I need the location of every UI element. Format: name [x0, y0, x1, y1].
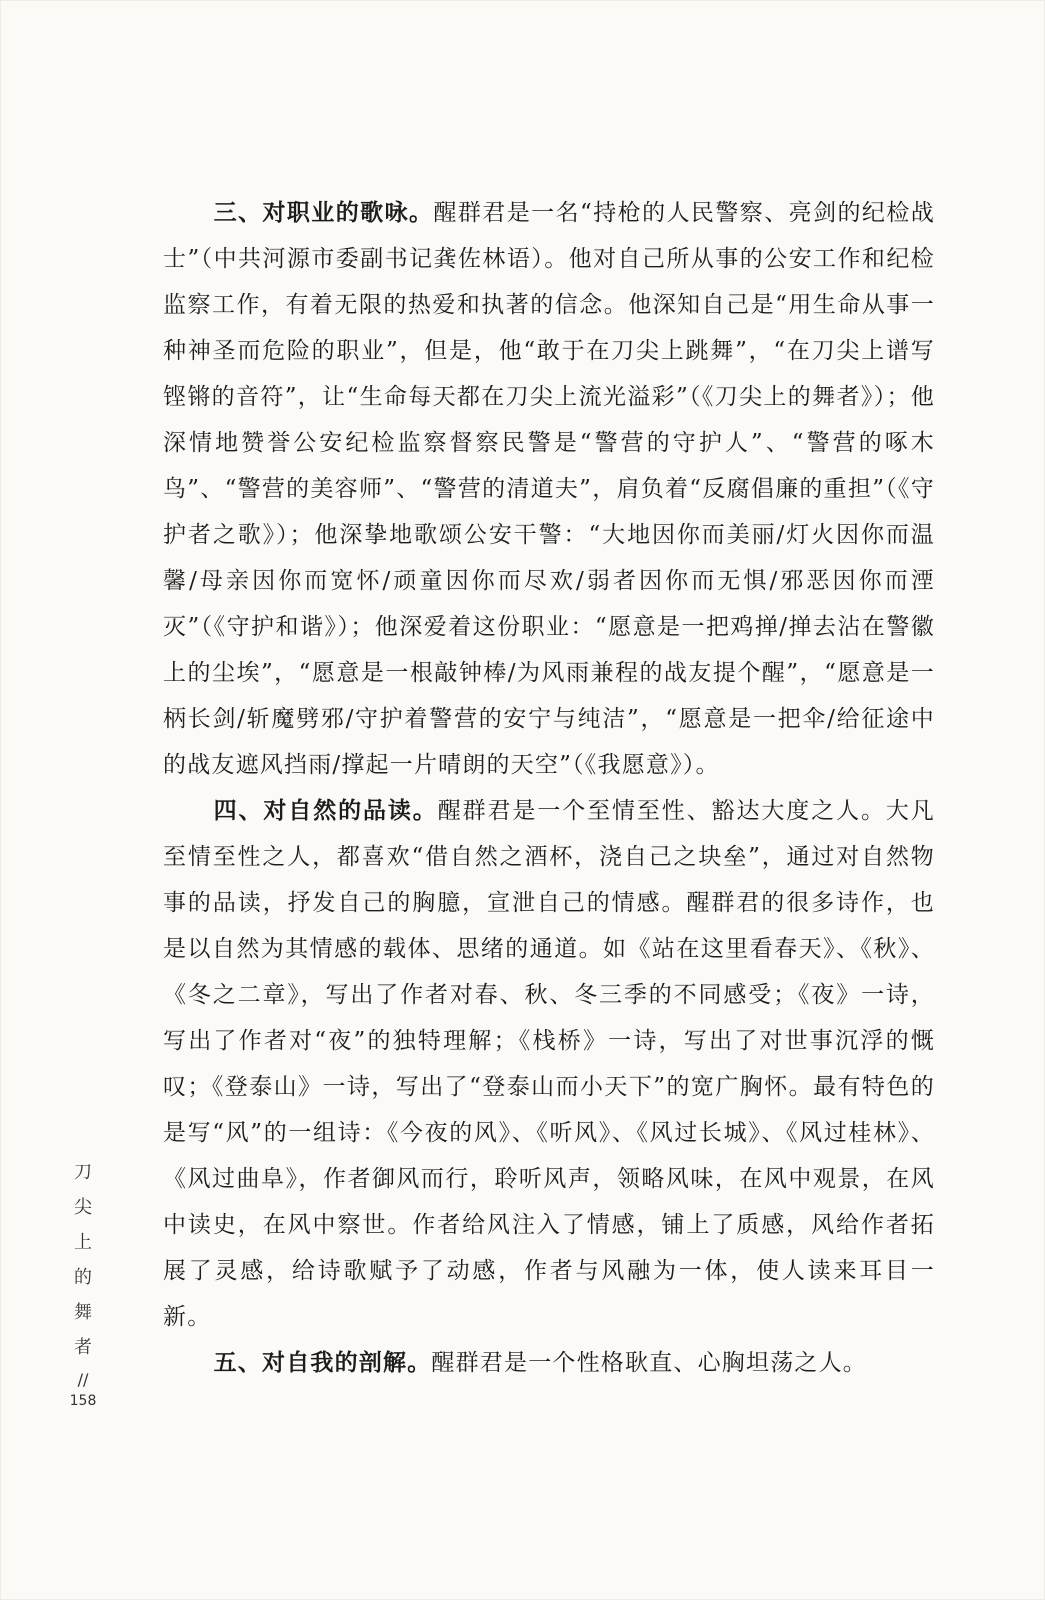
section-heading: 三、对职业的歌咏。: [213, 200, 434, 226]
page-number: 158: [69, 1393, 97, 1409]
running-title-char: 舞: [74, 1302, 92, 1323]
running-title: [68, 1155, 98, 1411]
running-title-char: 的: [74, 1267, 92, 1288]
running-title-char: 者: [74, 1337, 92, 1358]
running-title-char: 尖: [74, 1197, 92, 1218]
running-title-char: 上: [74, 1232, 92, 1253]
paragraph-nature: [163, 788, 935, 1340]
paragraph-text: 醒群君是一名“持枪的人民警察、亮剑的纪检战士”（中共河源市委副书记龚佐林语）。他对自己所从事的公安工作和纪检监察工作，有着无限的热爱和执著的信念。他深知自己是“用生命从事一种神圣而危险的职业”，但是，他“敢于在刀尖上跳舞”，“在刀尖上谱写铿锵的音符”，让“生命每天都在刀尖上流光溢彩”（《刀尖上的舞者》）；他深情地赞誉公安纪检监察督察民警是“警营的守护人”、“警营的啄木鸟”、“警营的美容师”、“警营的清道夫”，肩负着“反腐倡廉的重担”（《守护者之歌》）；他深挚地歌颂公安干警：“大地因你而美丽/灯火因你而温馨/母亲因你而宽怀/顽童因你而尽欢/弱者因你而无惧/邪恶因你而湮灭”（《守护和谐》）；他深爱着这份职业：“愿意是一把鸡掸/掸去沾在警徽上的尘埃”，“愿意是一根敲钟棒/为风雨兼程的战友提个醒”，“愿意是一柄长剑/斩魔劈邪/守护着警营的安宁与纯洁”，“愿意是一把伞/给征途中的战友遮风挡雨/撑起一片晴朗的天空”（《我愿意》）。: [163, 200, 935, 778]
paragraph-text: 醒群君是一个至情至性、豁达大度之人。大凡至情至性之人，都喜欢“借自然之酒杯，浇自己之块垒”，通过对自然物事的品读，抒发自己的胸臆，宣泄自己的情感。醒群君的很多诗作，也是以自然为其情感的载体、思绪的通道。如《站在这里看春天》、《秋》、《冬之二章》，写出了作者对春、秋、冬三季的不同感受；《夜》一诗，写出了作者对“夜”的独特理解；《栈桥》一诗，写出了对世事沉浮的慨叹；《登泰山》一诗，写出了“登泰山而小天下”的宽广胸怀。最有特色的是写“风”的一组诗：《今夜的风》、《听风》、《风过长城》、《风过桂林》、《风过曲阜》，作者御风而行，聆听风声，领略风味，在风中观景，在风中读史，在风中察世。作者给风注入了情感，铺上了质感，风给作者拓展了灵感，给诗歌赋予了动感，作者与风融为一体，使人读来耳目一新。: [163, 798, 935, 1330]
paragraph-profession: [163, 190, 935, 788]
running-title-char: 刀: [74, 1162, 92, 1183]
paragraph-self: [163, 1340, 935, 1386]
section-heading: 五、对自我的剖解。: [213, 1350, 432, 1376]
section-heading: 四、对自然的品读。: [213, 798, 438, 824]
body-text: [163, 190, 935, 1386]
running-title-separator: //: [77, 1370, 89, 1389]
paragraph-text: 醒群君是一个性格耿直、心胸坦荡之人。: [431, 1350, 868, 1376]
